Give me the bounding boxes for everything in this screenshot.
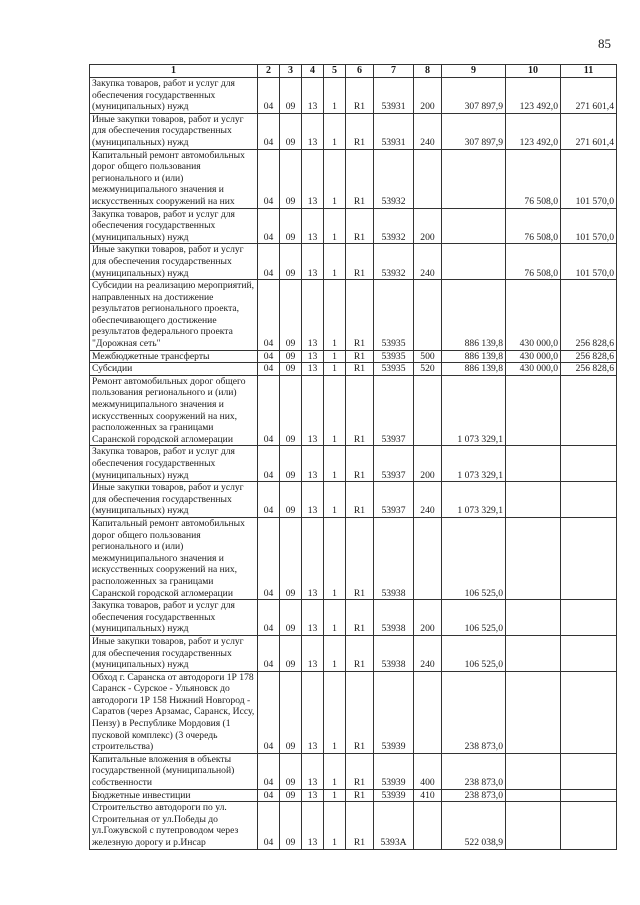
cell-name: Закупка товаров, работ и услуг для обеспечения государственных (муниципальных) нужд (90, 600, 258, 636)
cell-direction: 53932 (374, 149, 414, 208)
cell-subprogram: 1 (324, 802, 346, 849)
cell-subsection: 09 (280, 350, 302, 363)
cell-expense-type: 200 (414, 600, 442, 636)
cell-amount-year-3 (561, 375, 617, 446)
cell-amount-year-2 (506, 635, 561, 671)
cell-expense-type: 240 (414, 113, 442, 149)
cell-direction: 53937 (374, 482, 414, 518)
cell-program: 13 (302, 280, 324, 351)
cell-amount-year-3 (561, 671, 617, 753)
cell-expense-type: 200 (414, 78, 442, 114)
cell-amount-year-3 (561, 600, 617, 636)
cell-direction: 53935 (374, 280, 414, 351)
cell-direction: 53935 (374, 363, 414, 376)
cell-amount-year-1: 307 897,9 (442, 78, 506, 114)
cell-subprogram: 1 (324, 78, 346, 114)
table-row (90, 280, 617, 351)
cell-amount-year-3 (561, 802, 617, 849)
cell-amount-year-2: 76 508,0 (506, 208, 561, 244)
cell-event: R1 (346, 350, 374, 363)
cell-amount-year-3 (561, 446, 617, 482)
cell-amount-year-2: 76 508,0 (506, 149, 561, 208)
table-row (90, 482, 617, 518)
cell-section: 04 (258, 753, 280, 789)
cell-name: Закупка товаров, работ и услуг для обеспечения государственных (муниципальных) нужд (90, 208, 258, 244)
table-row (90, 363, 617, 376)
cell-amount-year-3: 271 601,4 (561, 78, 617, 114)
cell-program: 13 (302, 600, 324, 636)
cell-name: Иные закупки товаров, работ и услуг для обеспечения государственных (муниципальных) нужд (90, 113, 258, 149)
cell-amount-year-1: 1 073 329,1 (442, 482, 506, 518)
cell-expense-type (414, 802, 442, 849)
cell-expense-type (414, 517, 442, 599)
cell-program: 13 (302, 350, 324, 363)
cell-event: R1 (346, 600, 374, 636)
cell-subsection: 09 (280, 600, 302, 636)
cell-program: 13 (302, 753, 324, 789)
table-row (90, 244, 617, 280)
cell-name: Иные закупки товаров, работ и услуг для обеспечения государственных (муниципальных) нужд (90, 635, 258, 671)
cell-direction: 53931 (374, 113, 414, 149)
cell-subsection: 09 (280, 802, 302, 849)
cell-expense-type (414, 671, 442, 753)
cell-event: R1 (346, 517, 374, 599)
cell-event: R1 (346, 244, 374, 280)
cell-subsection: 09 (280, 482, 302, 518)
cell-amount-year-1: 238 873,0 (442, 671, 506, 753)
cell-event: R1 (346, 363, 374, 376)
cell-amount-year-2: 123 492,0 (506, 113, 561, 149)
cell-name: Ремонт автомобильных дорог общего пользования регионального и (или) межмуниципального значения и искусственных сооружений на них, расположенных за границами Саранской городской агломерации (90, 375, 258, 446)
cell-amount-year-1: 522 038,9 (442, 802, 506, 849)
cell-direction: 53937 (374, 375, 414, 446)
table-row (90, 350, 617, 363)
cell-amount-year-3 (561, 482, 617, 518)
table-row (90, 375, 617, 446)
cell-expense-type (414, 149, 442, 208)
cell-section: 04 (258, 635, 280, 671)
cell-direction: 53935 (374, 350, 414, 363)
cell-program: 13 (302, 635, 324, 671)
cell-expense-type: 200 (414, 446, 442, 482)
cell-amount-year-1: 106 525,0 (442, 635, 506, 671)
cell-section: 04 (258, 789, 280, 802)
cell-amount-year-2 (506, 671, 561, 753)
cell-amount-year-2 (506, 482, 561, 518)
cell-subprogram: 1 (324, 350, 346, 363)
cell-event: R1 (346, 375, 374, 446)
cell-subsection: 09 (280, 149, 302, 208)
cell-section: 04 (258, 350, 280, 363)
cell-amount-year-1: 1 073 329,1 (442, 446, 506, 482)
column-header: 7 (374, 65, 414, 78)
cell-event: R1 (346, 671, 374, 753)
cell-event: R1 (346, 78, 374, 114)
cell-amount-year-3: 101 570,0 (561, 208, 617, 244)
cell-subsection: 09 (280, 446, 302, 482)
table-row (90, 600, 617, 636)
table-row (90, 517, 617, 599)
cell-name: Иные закупки товаров, работ и услуг для обеспечения государственных (муниципальных) нужд (90, 244, 258, 280)
cell-amount-year-3: 271 601,4 (561, 113, 617, 149)
cell-expense-type: 200 (414, 208, 442, 244)
cell-event: R1 (346, 280, 374, 351)
cell-name: Обход г. Саранска от автодороги 1Р 178 Саранск - Сурское - Ульяновск до автодороги 1Р 158 Нижний Новгород - Саратов (через Арзамас, Саранск, Иссу, Пензу) в Республике Мордовия (1 пусковой комплекс) (3 очередь строительства) (90, 671, 258, 753)
cell-subsection: 09 (280, 517, 302, 599)
cell-expense-type: 240 (414, 244, 442, 280)
cell-name: Субсидии на реализацию мероприятий, направленных на достижение результатов регионального проекта, обеспечивающего достижение результатов федерального проекта "Дорожная сеть" (90, 280, 258, 351)
cell-amount-year-3: 256 828,6 (561, 363, 617, 376)
cell-amount-year-3 (561, 753, 617, 789)
table-row (90, 789, 617, 802)
cell-section: 04 (258, 363, 280, 376)
cell-event: R1 (346, 789, 374, 802)
cell-subsection: 09 (280, 635, 302, 671)
cell-event: R1 (346, 482, 374, 518)
cell-program: 13 (302, 517, 324, 599)
cell-expense-type: 520 (414, 363, 442, 376)
cell-amount-year-2: 123 492,0 (506, 78, 561, 114)
cell-expense-type: 410 (414, 789, 442, 802)
cell-subsection: 09 (280, 280, 302, 351)
cell-event: R1 (346, 802, 374, 849)
cell-amount-year-1: 886 139,8 (442, 363, 506, 376)
cell-section: 04 (258, 600, 280, 636)
cell-program: 13 (302, 244, 324, 280)
header-row (90, 65, 617, 78)
cell-expense-type: 500 (414, 350, 442, 363)
cell-direction: 53937 (374, 446, 414, 482)
cell-amount-year-1: 886 139,8 (442, 350, 506, 363)
cell-subprogram: 1 (324, 244, 346, 280)
cell-subprogram: 1 (324, 280, 346, 351)
cell-event: R1 (346, 149, 374, 208)
cell-event: R1 (346, 635, 374, 671)
cell-subprogram: 1 (324, 671, 346, 753)
cell-program: 13 (302, 113, 324, 149)
cell-name: Строительство автодороги по ул. Строительная от ул.Победы до ул.Гожувской с путепроводом через железную дорогу и р.Инсар (90, 802, 258, 849)
column-header: 9 (442, 65, 506, 78)
cell-subsection: 09 (280, 244, 302, 280)
cell-expense-type: 240 (414, 635, 442, 671)
cell-amount-year-2 (506, 517, 561, 599)
column-header: 3 (280, 65, 302, 78)
cell-name: Капитальный ремонт автомобильных дорог общего пользования регионального и (или) межмуниципального значения и искусственных сооружений на них, расположенных за границами Саранской городской агломерации (90, 517, 258, 599)
cell-subprogram: 1 (324, 517, 346, 599)
cell-subsection: 09 (280, 208, 302, 244)
cell-amount-year-1: 106 525,0 (442, 517, 506, 599)
cell-event: R1 (346, 208, 374, 244)
cell-direction: 53939 (374, 789, 414, 802)
cell-name: Бюджетные инвестиции (90, 789, 258, 802)
page-number: 85 (598, 36, 611, 51)
cell-amount-year-2 (506, 802, 561, 849)
cell-amount-year-2 (506, 446, 561, 482)
table-body (90, 78, 617, 850)
cell-amount-year-1 (442, 208, 506, 244)
cell-amount-year-3 (561, 635, 617, 671)
cell-subprogram: 1 (324, 208, 346, 244)
cell-name: Закупка товаров, работ и услуг для обеспечения государственных (муниципальных) нужд (90, 446, 258, 482)
cell-direction: 53932 (374, 208, 414, 244)
cell-amount-year-1 (442, 244, 506, 280)
cell-section: 04 (258, 482, 280, 518)
cell-program: 13 (302, 149, 324, 208)
cell-subprogram: 1 (324, 753, 346, 789)
cell-event: R1 (346, 446, 374, 482)
column-header: 4 (302, 65, 324, 78)
cell-event: R1 (346, 113, 374, 149)
cell-program: 13 (302, 482, 324, 518)
cell-section: 04 (258, 113, 280, 149)
cell-section: 04 (258, 149, 280, 208)
cell-event: R1 (346, 753, 374, 789)
cell-expense-type: 400 (414, 753, 442, 789)
table-row (90, 802, 617, 849)
column-header: 6 (346, 65, 374, 78)
cell-section: 04 (258, 244, 280, 280)
cell-section: 04 (258, 802, 280, 849)
cell-amount-year-2: 76 508,0 (506, 244, 561, 280)
cell-section: 04 (258, 78, 280, 114)
column-header: 11 (561, 65, 617, 78)
table-row (90, 113, 617, 149)
cell-amount-year-2 (506, 375, 561, 446)
cell-direction: 53938 (374, 635, 414, 671)
cell-subprogram: 1 (324, 446, 346, 482)
cell-section: 04 (258, 517, 280, 599)
cell-amount-year-1: 1 073 329,1 (442, 375, 506, 446)
column-header: 8 (414, 65, 442, 78)
cell-subprogram: 1 (324, 482, 346, 518)
cell-direction: 53938 (374, 600, 414, 636)
cell-subprogram: 1 (324, 789, 346, 802)
cell-name: Иные закупки товаров, работ и услуг для обеспечения государственных (муниципальных) нужд (90, 482, 258, 518)
column-header: 5 (324, 65, 346, 78)
cell-amount-year-1: 238 873,0 (442, 789, 506, 802)
table-row (90, 208, 617, 244)
table-row (90, 753, 617, 789)
cell-subprogram: 1 (324, 375, 346, 446)
cell-name: Капитальный ремонт автомобильных дорог общего пользования регионального и (или) межмуниципального значения и искусственных сооружений на них (90, 149, 258, 208)
cell-expense-type (414, 375, 442, 446)
cell-subprogram: 1 (324, 149, 346, 208)
table-row (90, 149, 617, 208)
table-row (90, 446, 617, 482)
cell-subsection: 09 (280, 113, 302, 149)
cell-subprogram: 1 (324, 600, 346, 636)
table-row (90, 78, 617, 114)
cell-amount-year-3: 256 828,6 (561, 280, 617, 351)
cell-name: Субсидии (90, 363, 258, 376)
cell-amount-year-1 (442, 149, 506, 208)
cell-amount-year-1: 307 897,9 (442, 113, 506, 149)
cell-amount-year-2 (506, 753, 561, 789)
cell-amount-year-3: 256 828,6 (561, 350, 617, 363)
cell-section: 04 (258, 375, 280, 446)
cell-direction: 53931 (374, 78, 414, 114)
cell-amount-year-3 (561, 789, 617, 802)
cell-direction: 53939 (374, 671, 414, 753)
cell-direction: 53938 (374, 517, 414, 599)
cell-amount-year-1: 886 139,8 (442, 280, 506, 351)
cell-subprogram: 1 (324, 363, 346, 376)
cell-program: 13 (302, 802, 324, 849)
cell-expense-type (414, 280, 442, 351)
cell-amount-year-1: 238 873,0 (442, 753, 506, 789)
table-row (90, 671, 617, 753)
cell-program: 13 (302, 789, 324, 802)
cell-name: Межбюджетные трансферты (90, 350, 258, 363)
cell-amount-year-2 (506, 600, 561, 636)
cell-direction: 53932 (374, 244, 414, 280)
cell-amount-year-3: 101 570,0 (561, 149, 617, 208)
cell-subprogram: 1 (324, 635, 346, 671)
table-row (90, 635, 617, 671)
cell-program: 13 (302, 208, 324, 244)
cell-section: 04 (258, 446, 280, 482)
cell-subsection: 09 (280, 78, 302, 114)
cell-direction: 5393А (374, 802, 414, 849)
column-header: 10 (506, 65, 561, 78)
cell-program: 13 (302, 671, 324, 753)
cell-amount-year-2: 430 000,0 (506, 350, 561, 363)
cell-section: 04 (258, 671, 280, 753)
cell-program: 13 (302, 363, 324, 376)
cell-amount-year-1: 106 525,0 (442, 600, 506, 636)
cell-amount-year-3: 101 570,0 (561, 244, 617, 280)
cell-subsection: 09 (280, 375, 302, 446)
cell-subprogram: 1 (324, 113, 346, 149)
cell-subsection: 09 (280, 671, 302, 753)
cell-amount-year-2: 430 000,0 (506, 363, 561, 376)
cell-program: 13 (302, 446, 324, 482)
cell-amount-year-2: 430 000,0 (506, 280, 561, 351)
cell-name: Капитальные вложения в объекты государственной (муниципальной) собственности (90, 753, 258, 789)
cell-section: 04 (258, 208, 280, 244)
cell-amount-year-3 (561, 517, 617, 599)
cell-program: 13 (302, 78, 324, 114)
cell-direction: 53939 (374, 753, 414, 789)
cell-section: 04 (258, 280, 280, 351)
budget-table (89, 64, 617, 850)
cell-subsection: 09 (280, 363, 302, 376)
cell-program: 13 (302, 375, 324, 446)
cell-expense-type: 240 (414, 482, 442, 518)
cell-amount-year-2 (506, 789, 561, 802)
cell-subsection: 09 (280, 789, 302, 802)
cell-subsection: 09 (280, 753, 302, 789)
column-header: 2 (258, 65, 280, 78)
cell-name: Закупка товаров, работ и услуг для обеспечения государственных (муниципальных) нужд (90, 78, 258, 114)
column-header: 1 (90, 65, 258, 78)
